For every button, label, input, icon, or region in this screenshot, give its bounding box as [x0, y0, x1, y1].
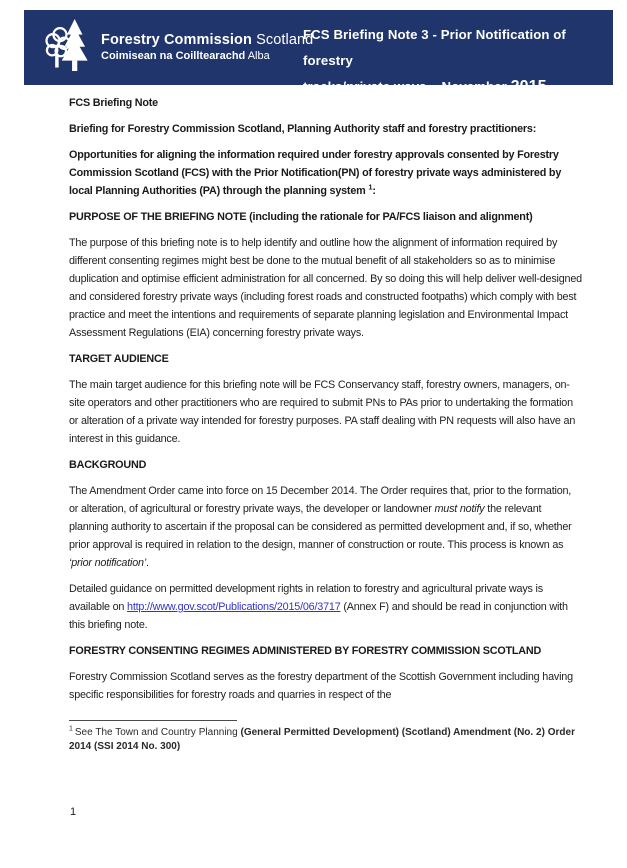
opportunities-paragraph: [69, 146, 583, 200]
document-body: [69, 94, 583, 761]
text-run: ‘prior notification’: [69, 557, 147, 569]
text-run: 1: [69, 725, 75, 733]
text-run: .: [146, 557, 149, 569]
page-number: 1: [70, 806, 77, 818]
document-title-line1: FCS Briefing Note 3 - Prior Notification of forestry: [303, 27, 566, 68]
title-year: 2015: [510, 78, 547, 95]
tree-logo-icon: [40, 17, 92, 78]
briefing-audience-line: Briefing for Forestry Commission Scotland, Planning Authority staff and forestry practitioners:: [69, 123, 537, 135]
text-run: 1: [368, 182, 373, 192]
text-run: (General Permitted Development) (Scotland) Amendment (No. 2) Order 2014 (SSI 2014 No. 300): [69, 727, 575, 752]
text-run: (Annex F) and should be read in conjunction with this briefing note.: [69, 601, 568, 631]
background-heading: BACKGROUND: [69, 459, 147, 471]
fcs-logo: [24, 10, 314, 85]
regimes-paragraph: Forestry Commission Scotland serves as the forestry department of the Scottish Government including having specific responsibilities for forestry roads and quarries in respect of the: [69, 671, 573, 701]
document-title: [279, 10, 613, 95]
guidance-hyperlink[interactable]: http://www.gov.scot/Publications/2015/06/3717: [127, 601, 341, 613]
text-run: Opportunities for aligning the information required under forestry approvals consented by Forestry Commission Scotland (FCS) with the Prior Notification(PN) of forestry private ways administered by local Planning Authorities (PA) through the planning system: [69, 149, 562, 197]
header-banner: [24, 10, 613, 95]
text-run: the relevant planning authority to ascertain if the proposal can be considered as permitted development and, if so, whether prior approval is required in relation to the design, manner of construction or route. This process is known as: [69, 503, 572, 551]
text-run: must notify: [434, 503, 485, 515]
doc-type-label: FCS Briefing Note: [69, 97, 158, 109]
text-run: The Amendment Order came into force on 15 December 2014. The Order requires that, prior to the formation, or alteration, of agricultural or forestry private ways, the developer or landowner: [69, 485, 572, 515]
text-run: Detailed guidance on permitted development rights in relation to forestry and agricultural private ways is available on: [69, 583, 543, 613]
purpose-heading: PURPOSE OF THE BRIEFING NOTE (including the rationale for PA/FCS liaison and alignment): [69, 211, 533, 223]
background-paragraph: [69, 482, 583, 572]
logo-name: Forestry Commission Scotland: [101, 32, 314, 49]
target-audience-heading: TARGET AUDIENCE: [69, 353, 169, 365]
purpose-paragraph: The purpose of this briefing note is to help identify and outline how the alignment of information required by different consenting regimes might best be done to the mutual benefit of all stakeholders so as to minimise duplication and optimise efficient administration for all concerned. By so doing this will help deliver well-designed and considered forestry private ways (including forest roads and constructed footpaths) which comply with best practice and meet the intentions and requirements of separate planning legislation and Environmental Impact Assessment Regulations (EIA) concerning forestry private ways.: [69, 237, 582, 339]
consenting-regimes-heading: FORESTRY CONSENTING REGIMES ADMINISTERED BY FORESTRY COMMISSION SCOTLAND: [69, 645, 542, 657]
logo-gaelic-name: Coimisean na Coilltearachd Alba: [101, 50, 270, 63]
target-audience-paragraph: The main target audience for this briefing note will be FCS Conservancy staff, forestry owners, managers, on-site operators and other practitioners who are required to submit PNs to PAs prior to undertaking the formation or alteration of a private way intended for forestry purposes. PA staff dealing with PN requests will also have an interest in this guidance.: [69, 379, 576, 445]
document-title-line2: tracks/private ways – November 2015: [303, 78, 547, 95]
text-run: :: [372, 185, 376, 197]
footnote: [69, 726, 575, 753]
guidance-paragraph: [69, 580, 583, 634]
footnote-separator: [69, 720, 237, 721]
text-run: See The Town and Country Planning: [74, 727, 241, 738]
